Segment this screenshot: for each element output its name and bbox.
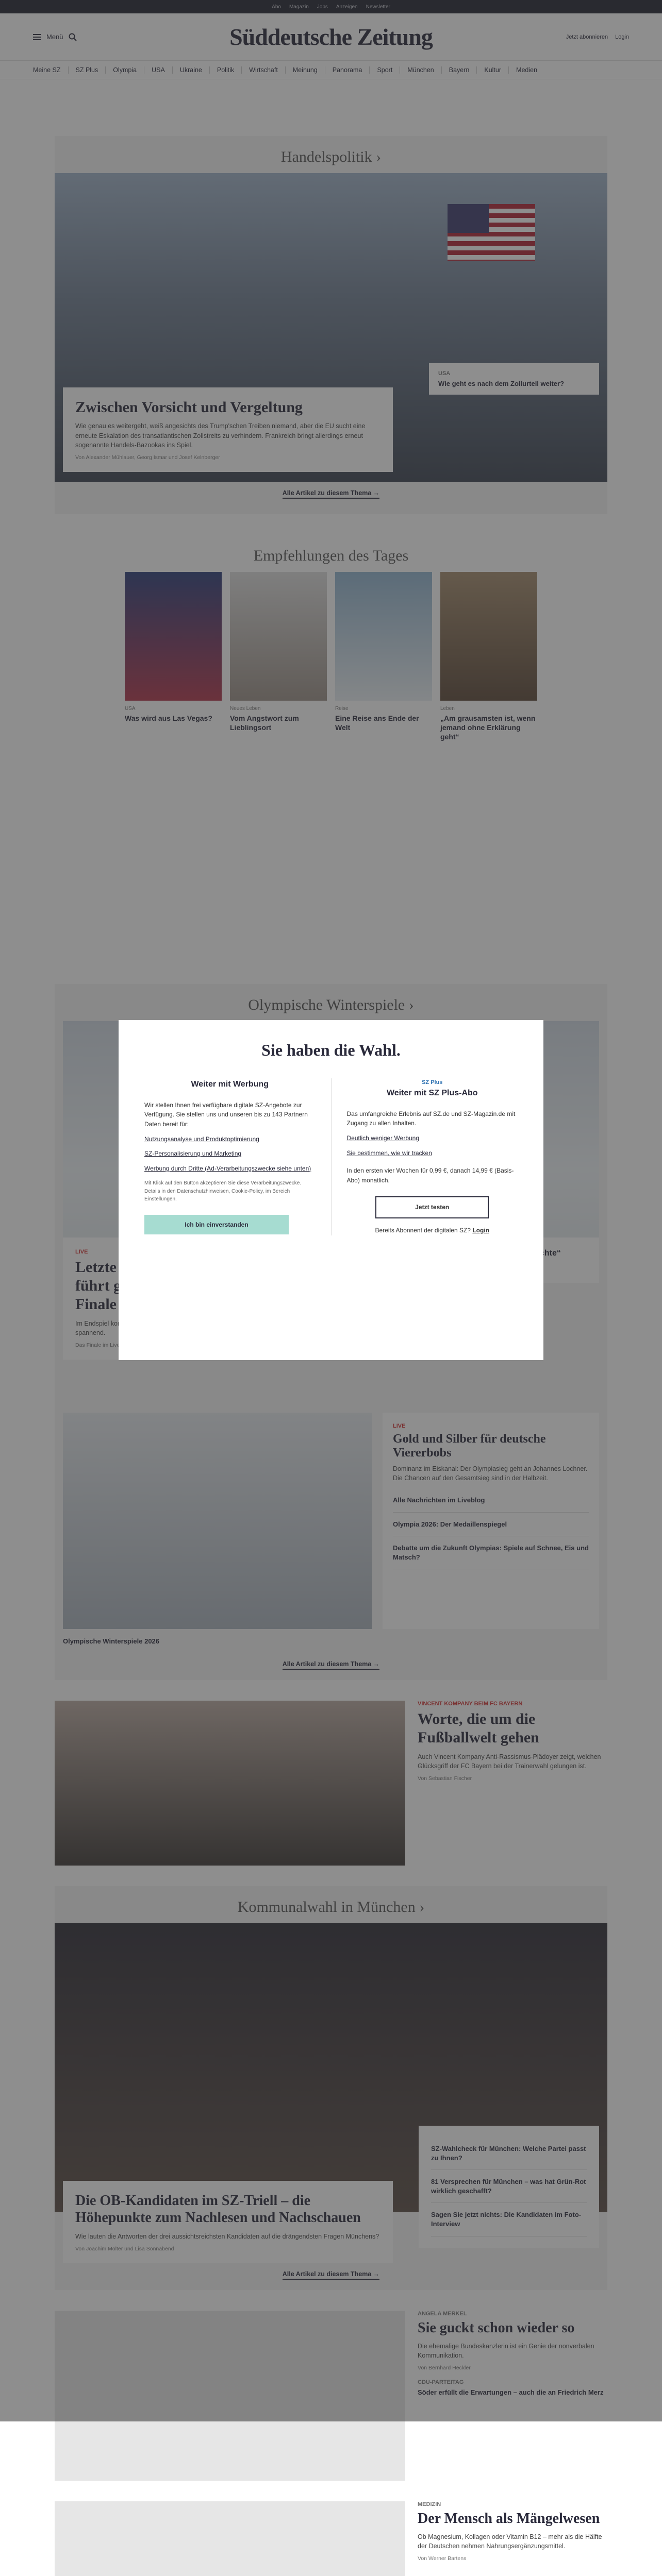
consent-purpose-link[interactable]: Nutzungsanalyse und Produktoptimierung bbox=[144, 1135, 259, 1143]
mangel-headline[interactable]: Der Mensch als Mängelwesen bbox=[418, 2510, 600, 2527]
mangel-teaser: Ob Magnesium, Kollagen oder Vitamin B12 – mehr als die Hälfte der Deutschen nehmen Nahrungsergänzungsmittel. bbox=[418, 2533, 602, 2550]
consent-login-link[interactable]: Login bbox=[472, 1227, 489, 1234]
consent-abo-text: Das umfangreiche Erlebnis auf SZ.de und SZ-Magazin.de mit Zugang zu allen Inhalten. bbox=[346, 1110, 516, 1127]
mangel-section bbox=[55, 2501, 607, 2576]
sz-plus-brand: SZ Plus bbox=[422, 1079, 443, 1086]
consent-abo-column bbox=[331, 1078, 518, 1235]
accept-button[interactable]: Ich bin einverstanden bbox=[144, 1215, 289, 1235]
consent-abo-title: Weiter mit SZ Plus-Abo bbox=[386, 1089, 478, 1098]
mangel-byline: Von Werner Bartens bbox=[418, 2555, 467, 2562]
consent-fineprint: Mit Klick auf den Button akzeptieren Sie diese Verarbeitungszwecke. Details in den Datenschutzhinweisen, Cookie-Policy, im Bereich Einstellungen. bbox=[144, 1180, 302, 1202]
consent-purpose-link[interactable]: Werbung durch Dritte (Ad-Verarbeitungszwecke siehe unten) bbox=[144, 1164, 311, 1172]
consent-modal bbox=[119, 1020, 543, 1360]
consent-purpose-link[interactable]: SZ-Personalisierung und Marketing bbox=[144, 1150, 242, 1158]
consent-benefit-link[interactable]: Deutlich weniger Werbung bbox=[346, 1134, 420, 1142]
already-subscriber-text: Bereits Abonnent der digitalen SZ? bbox=[375, 1227, 471, 1234]
consent-title: Sie haben die Wahl. bbox=[261, 1041, 401, 1059]
consent-ads-column bbox=[144, 1078, 316, 1235]
test-button[interactable]: Jetzt testen bbox=[375, 1196, 489, 1218]
consent-ads-title: Weiter mit Werbung bbox=[191, 1080, 269, 1089]
consent-benefit-link[interactable]: Sie bestimmen, wie wir tracken bbox=[346, 1149, 432, 1157]
consent-price: In den ersten vier Wochen für 0,99 €, danach 14,99 € (Basis-Abo) monatlich. bbox=[346, 1167, 514, 1184]
consent-ads-text: Wir stellen Ihnen frei verfügbare digitale SZ-Angebote zur Verfügung. Sie stellen uns und unseren bis zu 143 Partnern Daten bereit für: bbox=[144, 1101, 308, 1128]
mangel-image[interactable] bbox=[55, 2501, 405, 2576]
mangel-kicker: MEDIZIN bbox=[418, 2501, 441, 2507]
